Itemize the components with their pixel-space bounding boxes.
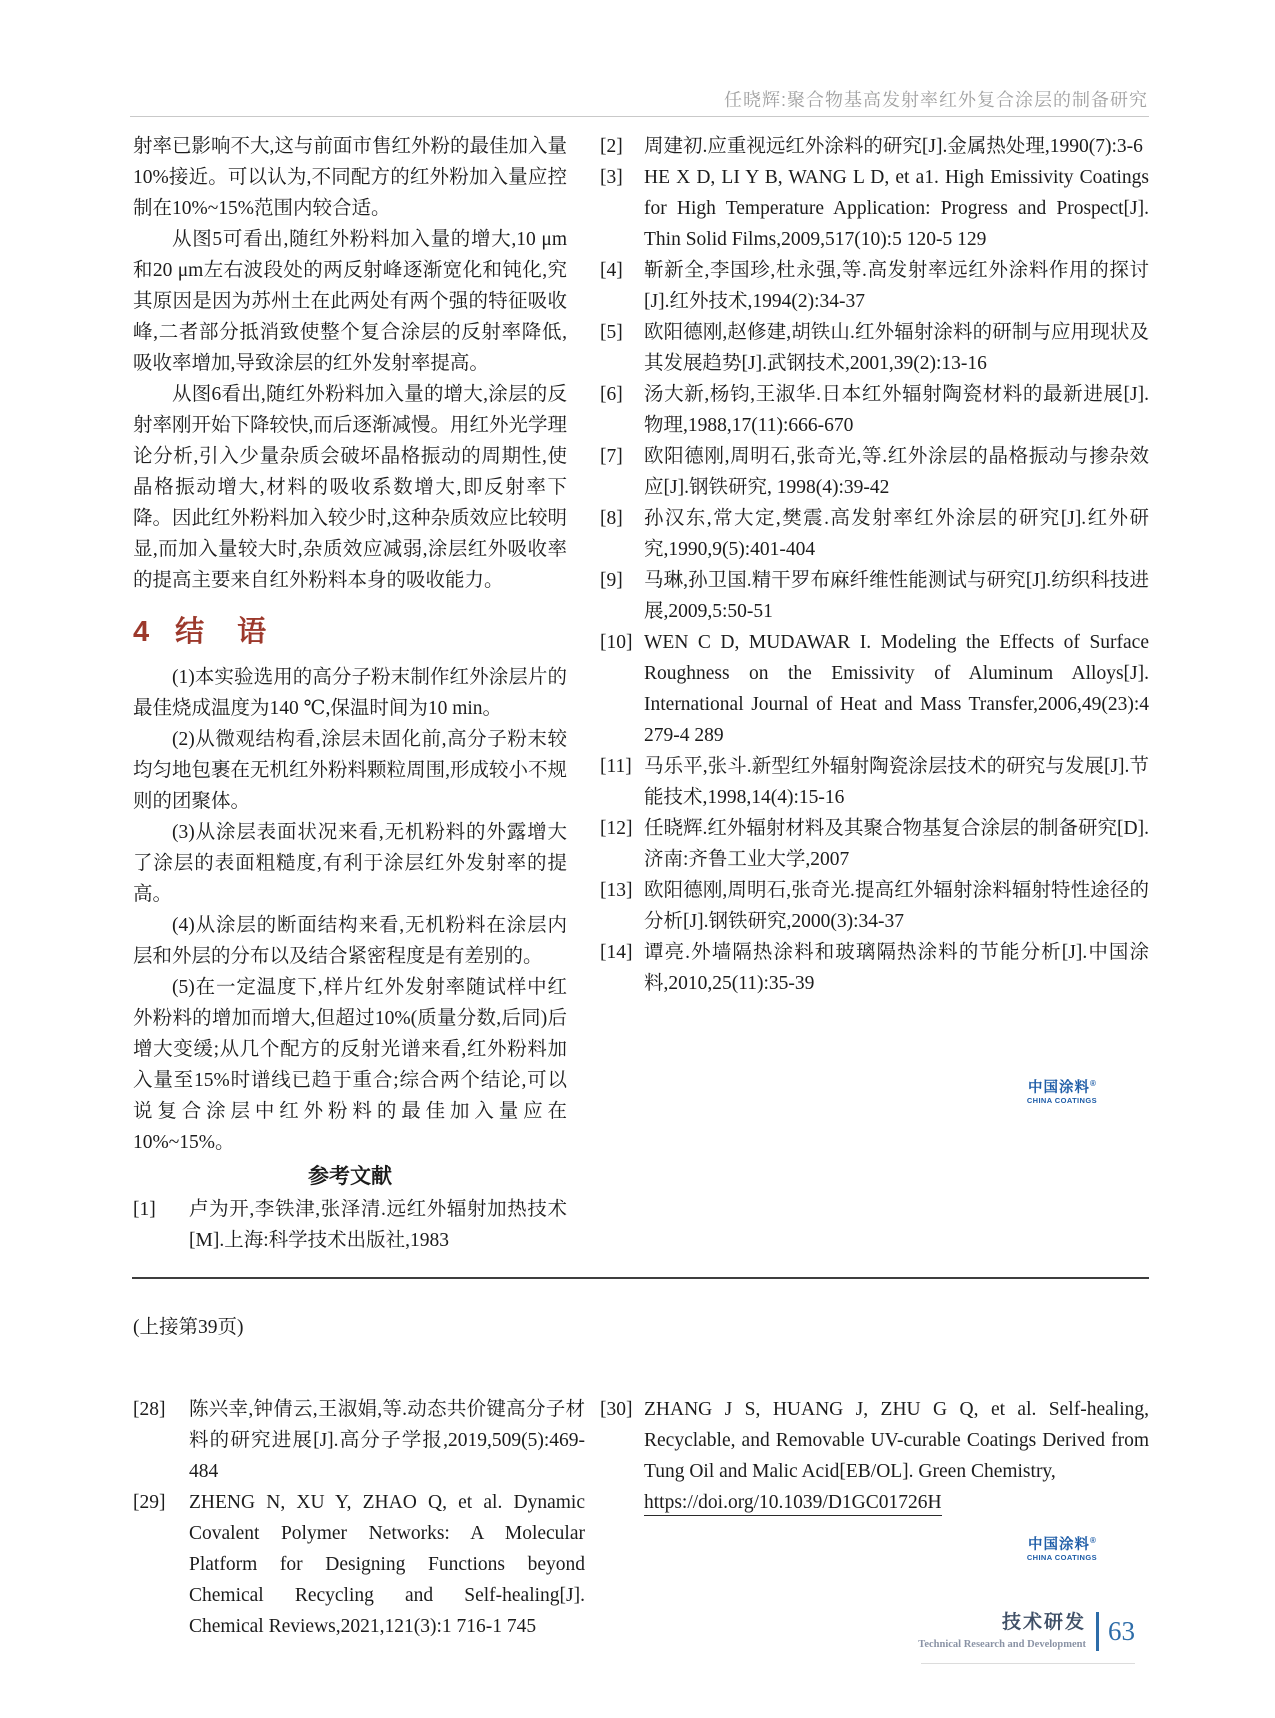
reference-text: 卢为开,李铁津,张泽清.远红外辐射加热技术[M].上海:科学技术出版社,1983 [189, 1199, 567, 1251]
reference-number: [28] [133, 1399, 166, 1420]
reference-item [133, 1394, 585, 1487]
reference-item [600, 131, 1149, 162]
china-coatings-logo-2 [1027, 1533, 1097, 1562]
paragraph: 从图6看出,随红外粉料加入量的增大,涂层的反射率刚开始下降较快,而后逐渐减慢。用红外光学理论分析,引入少量杂质会破坏晶格振动的周期性,使晶格振动增大,材料的吸收系数增大,即反射率下降。因此红外粉料加入较少时,这种杂质效应比较明显,而加入量较大时,杂质效应减弱,涂层红外吸收率的提高主要来自红外粉料本身的吸收能力。 [133, 384, 567, 591]
reference-item [600, 627, 1149, 751]
brand-name: 中国涂料 [1027, 1537, 1090, 1553]
body-paragraphs [133, 224, 567, 596]
bottom-right-column [600, 1394, 1149, 1518]
reference-text: 欧阳德刚,周明石,张奇光.提高红外辐射涂料辐射特性途径的分析[J].钢铁研究,2000(3):34-37 [644, 880, 1149, 932]
reference-item [600, 875, 1149, 937]
footer-divider-bar [1096, 1612, 1099, 1651]
reference-text: 陈兴幸,钟倩云,王淑娟,等.动态共价键高分子材料的研究进展[J].高分子学报,2019,509(5):469-484 [189, 1399, 585, 1482]
footer-rule [921, 1663, 1135, 1664]
reference-item [133, 1194, 567, 1256]
reference-text: 欧阳德刚,赵修建,胡铁山.红外辐射涂料的研制与应用现状及其发展趋势[J].武钢技术,2001,39(2):13-16 [644, 322, 1149, 374]
reference-number: [3] [600, 167, 623, 188]
section-heading [133, 612, 567, 652]
china-coatings-subtitle: CHINA COATINGS [1026, 1553, 1097, 1562]
section-divider [132, 1277, 1149, 1279]
reference-text: WEN C D, MUDAWAR I. Modeling the Effects of Surface Roughness on the Emissivity of Aluminum Alloys[J]. International Journal of Heat and Mass Transfer,2006,49(23):4 279-4 289 [644, 632, 1149, 746]
section-number: 4 [133, 616, 150, 648]
reference-number: [7] [600, 446, 623, 467]
reference-item [600, 441, 1149, 503]
bottom-left-column [133, 1394, 585, 1642]
conclusion-item: (3)从涂层表面状况来看,无机粉料的外露增大了涂层的表面粗糙度,有利于涂层红外发射率的提高。 [133, 822, 567, 905]
registered-mark-icon: ® [1089, 1536, 1096, 1545]
continued-from-note: (上接第39页) [133, 1317, 244, 1338]
reference-number: [10] [600, 632, 633, 653]
reference-number: [2] [600, 136, 623, 157]
reference-text: 周建初.应重视远红外涂料的研究[J].金属热处理,1990(7):3-6 [644, 136, 1143, 157]
reference-item [600, 813, 1149, 875]
left-column [133, 131, 567, 1256]
right-column [600, 131, 1149, 999]
reference-item [133, 1487, 585, 1642]
conclusion-item: (2)从微观结构看,涂层未固化前,高分子粉末较均匀地包裹在无机红外粉料颗粒周围,形成较小不规则的团聚体。 [133, 729, 567, 812]
reference-body: ZHANG J S, HUANG J, ZHU G Q, et al. Self-healing, Recyclable, and Removable UV-curable Coatings Derived from Tung Oil and Malic Acid[EB/OL]. Green Chemistry, [644, 1399, 1149, 1482]
reference-text: 马乐平,张斗.新型红外辐射陶瓷涂层技术的研究与发展[J].节能技术,1998,14(4):15-16 [644, 756, 1149, 808]
section-title: 结 语 [175, 616, 269, 648]
reference-text: 谭亮.外墙隔热涂料和玻璃隔热涂料的节能分析[J].中国涂料,2010,25(11):35-39 [644, 942, 1149, 994]
paragraph: 从图5可看出,随红外粉料加入量的增大,10 μm和20 μm左右波段处的两反射峰逐渐宽化和钝化,究其原因是因为苏州土在此两处有两个强的特征吸收峰,二者部分抵消致使整个复合涂层的反射率降低,吸收率增加,导致涂层的红外发射率提高。 [133, 229, 567, 374]
reference-number: [30] [600, 1399, 633, 1420]
reference-text: 靳新全,李国珍,杜永强,等.高发射率远红外涂料作用的探讨[J].红外技术,1994(2):34-37 [644, 260, 1149, 312]
reference-text: ZHENG N, XU Y, ZHAO Q, et al. Dynamic Covalent Polymer Networks: A Molecular Platform for Designing Functions beyond Chemical Recycling and Self-healing[J]. Chemical Reviews,2021,121(3):1 716-1 745 [189, 1492, 585, 1637]
footer-section-labels [918, 1612, 1096, 1651]
china-coatings-wordmark [1027, 1076, 1097, 1096]
conclusion-item: (4)从涂层的断面结构来看,无机粉料在涂层内层和外层的分布以及结合紧密程度是有差别的。 [133, 915, 567, 967]
running-title: 任晓辉:聚合物基高发射率红外复合涂层的制备研究 [724, 90, 1148, 110]
footer-section-cn: 技术研发 [1001, 1612, 1086, 1633]
brand-name: 中国涂料 [1027, 1080, 1090, 1096]
reference-item [600, 379, 1149, 441]
footer-section-en: Technical Research and Development [918, 1639, 1086, 1650]
reference-item [600, 937, 1149, 999]
reference-number: [9] [600, 570, 623, 591]
reference-item [600, 317, 1149, 379]
reference-text: 任晓辉.红外辐射材料及其聚合物基复合涂层的制备研究[D].济南:齐鲁工业大学,2007 [644, 818, 1149, 870]
reference-number: [5] [600, 322, 623, 343]
reference-number: [6] [600, 384, 623, 405]
reference-number: [12] [600, 818, 633, 839]
reference-item [600, 503, 1149, 565]
reference-text: 马琳,孙卫国.精干罗布麻纤维性能测试与研究[J].纺织科技进展,2009,5:50-51 [644, 570, 1149, 622]
right-reference-list [600, 131, 1149, 999]
china-coatings-logo [1027, 1076, 1097, 1105]
registered-mark-icon: ® [1089, 1079, 1096, 1088]
reference-text: HE X D, LI Y B, WANG L D, et a1. High Emissivity Coatings for High Temperature Application: Progress and Prospect[J]. Thin Solid Films,2009,517(10):5 120-5 129 [644, 167, 1149, 250]
page-footer [918, 1612, 1135, 1651]
reference-item [600, 751, 1149, 813]
china-coatings-subtitle: CHINA COATINGS [1026, 1096, 1097, 1105]
conclusion-item: (5)在一定温度下,样片红外发射率随试样中红外粉料的增加而增大,但超过10%(质量分数,后同)后增大变缓;从几个配方的反射光谱来看,红外粉料加入量至15%时谱线已趋于重合;综合两个结论,可以说复合涂层中红外粉料的最佳加入量应在10%~15%。 [133, 977, 567, 1153]
references-heading: 参考文献 [308, 1165, 392, 1188]
conclusion-item: (1)本实验选用的高分子粉末制作红外涂层片的最佳烧成温度为140 ℃,保温时间为10 min。 [133, 667, 567, 719]
reference-number: [11] [600, 756, 632, 777]
reference-text: 欧阳德刚,周明石,张奇光,等.红外涂层的晶格振动与掺杂效应[J].钢铁研究, 1998(4):39-42 [644, 446, 1149, 498]
reference-item [600, 1394, 1149, 1518]
reference-item [600, 565, 1149, 627]
reference-item [600, 162, 1149, 255]
left-reference-list [133, 1194, 567, 1256]
reference-number: [4] [600, 260, 623, 281]
conclusion-paragraphs [133, 662, 567, 1158]
continuation-paragraph: 射率已影响不大,这与前面市售红外粉的最佳加入量10%接近。可以认为,不同配方的红外粉加入量应控制在10%~15%范围内较合适。 [133, 136, 567, 219]
bottom-left-reference-list [133, 1394, 585, 1642]
reference-number: [29] [133, 1492, 166, 1513]
reference-number: [1] [133, 1199, 156, 1220]
reference-item [600, 255, 1149, 317]
page-number: 63 [1108, 1616, 1135, 1646]
china-coatings-wordmark [1027, 1533, 1097, 1553]
reference-text: 孙汉东,常大定,樊震.高发射率红外涂层的研究[J].红外研究,1990,9(5):401-404 [644, 508, 1149, 560]
header-rule [130, 116, 1149, 117]
reference-text: 汤大新,杨钧,王淑华.日本红外辐射陶瓷材料的最新进展[J].物理,1988,17(11):666-670 [644, 384, 1149, 436]
reference-number: [14] [600, 942, 633, 963]
reference-number: [13] [600, 880, 633, 901]
reference-text [644, 1394, 1149, 1518]
reference-number: [8] [600, 508, 623, 529]
doi-link[interactable]: https://doi.org/10.1039/D1GC01726H [644, 1490, 942, 1516]
